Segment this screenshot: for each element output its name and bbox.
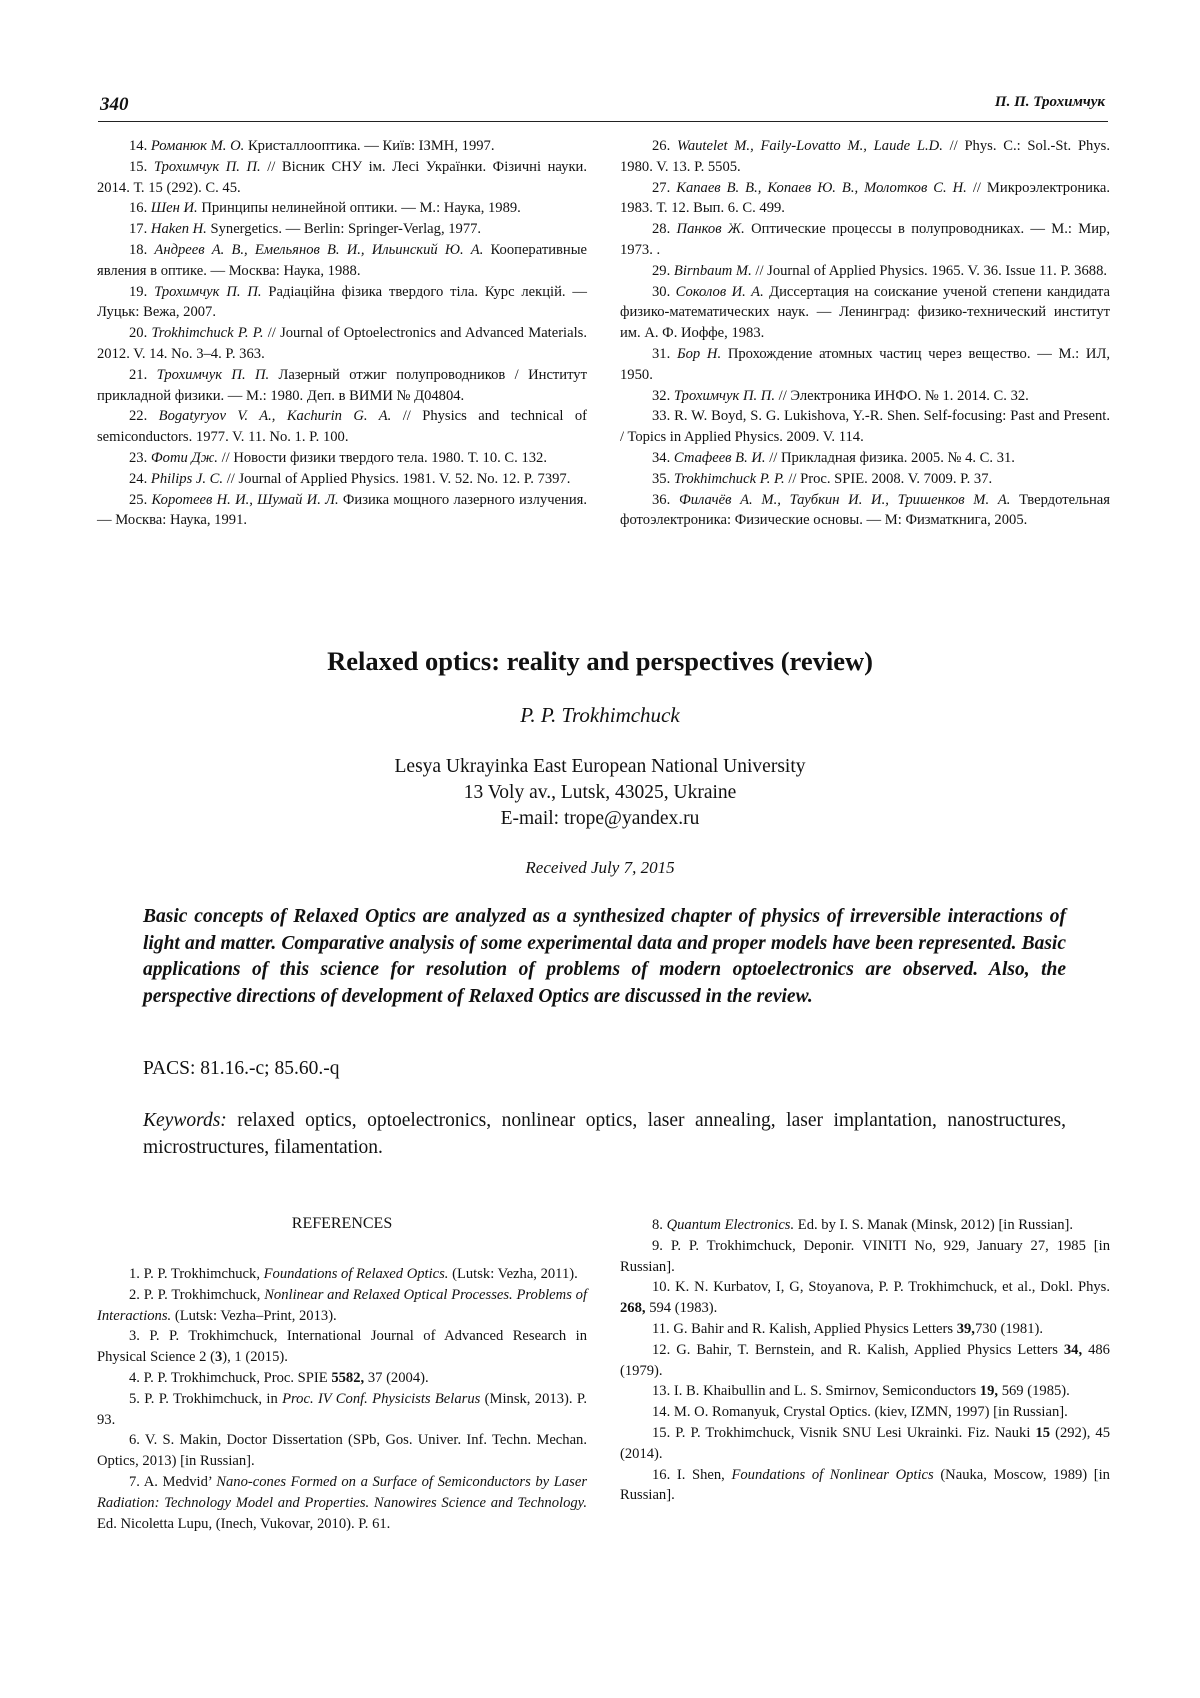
reference-item: 34. Стафеев В. И. // Прикладная физика. 2005. № 4. С. 31. [652,449,1015,466]
reference-item: 21. Трохимчук П. П. Лазерный отжиг полупроводников / Институт прикладной физики. — М.: 1980. Деп. в ВИМИ № Д04804. [97,366,587,404]
reference-item: 9. P. P. Trokhimchuck, Deponir. VINITI No, 929, January 27, 1985 [in Russian]. [620,1237,1110,1275]
article-author: P. P. Trokhimchuck [520,703,680,727]
reference-item: 28. Панков Ж. Оптические процессы в полупроводниках. — М.: Мир, 1973. . [620,221,1110,258]
reference-item: 14. M. O. Romanyuk, Crystal Optics. (kiev, IZMN, 1997) [in Russian]. [652,1404,1068,1421]
affiliation-email: E-mail: trope@yandex.ru [500,808,700,829]
reference-item: 5. P. P. Trokhimchuck, in Proc. IV Conf. Physicists Belarus (Minsk, 2013). P. 93. [97,1390,587,1428]
pacs-codes: PACS: 81.16.-c; 85.60.-q [143,1058,340,1079]
reference-item: 33. R. W. Boyd, S. G. Lukishova, Y.-R. Shen. Self-focusing: Past and Present. / Topics in Applied Physics. 2009. V. 114. [620,408,1110,446]
reference-item: 18. Андреев А. В., Емельянов В. И., Ильинский Ю. А. Кооперативные явления в оптике. — Москва: Наука, 1988. [97,241,587,279]
reference-item: 4. P. P. Trokhimchuck, Proc. SPIE 5582, 37 (2004). [129,1369,429,1386]
reference-item: 22. Bogatyryov V. A., Kachurin G. A. // Physics and technical of semiconductors. 1977. V. 11. No. 1. P. 100. [97,408,587,446]
top-right-references [620,136,1110,531]
abstract: Basic concepts of Relaxed Optics are analyzed as a synthesized chapter of physics of irreversible interactions of light and matter. Comparative analysis of some experimental data and proper models have been represented. Basic applications of this science for resolution of problems of modern optoelectronics are observed. Also, the perspective directions of development of Relaxed Optics are discussed in the review. [143,906,1066,1007]
affiliation-address: 13 Voly av., Lutsk, 43025, Ukraine [463,782,737,803]
running-header-author: П. П. Трохимчук [994,94,1105,110]
reference-item: 24. Philips J. C. // Journal of Applied Physics. 1981. V. 52. No. 12. P. 7397. [129,470,571,487]
reference-item: 11. G. Bahir and R. Kalish, Applied Physics Letters 39,730 (1981). [652,1320,1044,1337]
reference-item: 20. Trokhimchuck P. P. // Journal of Optoelectronics and Advanced Materials. 2012. V. 14. No. 3–4. P. 363. [97,325,587,362]
reference-item: 2. P. P. Trokhimchuck, Nonlinear and Relaxed Optical Processes. Problems of Interactions. (Lutsk: Vezha–Print, 2013). [97,1286,588,1324]
header-rule [98,121,1108,122]
reference-item: 19. Трохимчук П. П. Радіаційна фізика твердого тіла. Курс лекцій. — Луцьк: Вежа, 2007. [97,283,587,321]
reference-item: 35. Trokhimchuck P. P. // Proc. SPIE. 2008. V. 7009. P. 37. [652,470,993,487]
reference-item: 6. V. S. Makin, Doctor Dissertation (SPb, Gos. Univer. Inf. Techn. Mechan. Optics, 2013) [in Russian]. [97,1432,587,1470]
reference-item: 30. Соколов И. А. Диссертация на соискание ученой степени кандидата физико-математических наук. — Ленинград: физико-технический институт им. А. Ф. Иоффе, 1983. [620,283,1110,342]
reference-item: 14. Романюк М. О. Кристаллооптика. — Київ: ІЗМН, 1997. [129,138,495,154]
page-number: 340 [100,94,129,115]
keywords-label: Keywords: [143,1110,227,1131]
reference-item: 23. Фоти Дж. // Новости физики твердого тела. 1980. Т. 10. С. 132. [129,449,547,466]
reference-item: 32. Трохимчук П. П. // Электроника ИНФО. № 1. 2014. С. 32. [652,387,1029,404]
bottom-left-references [97,1264,587,1534]
reference-item: 3. P. P. Trokhimchuck, International Journal of Advanced Research in Physical Science 2 (3), 1 (2015). [97,1328,587,1366]
reference-item: 15. Трохимчук П. П. // Вісник СНУ ім. Лесі Українки. Фізичні науки. 2014. Т. 15 (292). С. 45. [97,158,587,196]
reference-item: 7. A. Medvid’ Nano-cones Formed on a Surface of Semiconductors by Laser Radiation: Technology Model and Properties. Nanowires Science and Technology. Ed. Nicoletta Lupu, (Inech, Vukovar, 2010). P. 61. [97,1473,587,1532]
reference-item: 16. I. Shen, Foundations of Nonlinear Optics (Nauka, Moscow, 1989) [in Russian]. [620,1466,1110,1504]
affiliation [0,754,1200,832]
reference-item: 17. Haken H. Synergetics. — Berlin: Springer-Verlag, 1977. [129,221,482,238]
keywords-text: relaxed optics, optoelectronics, nonlinear optics, laser annealing, laser implantation, nanostructures, microstructures, filamentation. [143,1110,1066,1158]
reference-item: 15. P. P. Trokhimchuck, Visnik SNU Lesi Ukrainki. Fiz. Nauki 15 (292), 45 (2014). [620,1424,1110,1462]
bottom-right-references [620,1215,1110,1506]
reference-item: 10. K. N. Kurbatov, I, G, Stoyanova, P. P. Trokhimchuck, et al., Dokl. Phys. 268, 594 (1983). [620,1279,1110,1317]
affiliation-university: Lesya Ukrayinka East European National University [394,756,806,777]
reference-item: 1. P. P. Trokhimchuck, Foundations of Relaxed Optics. (Lutsk: Vezha, 2011). [129,1266,578,1282]
keywords [143,1108,1066,1161]
reference-item: 27. Капаев В. В., Копаев Ю. В., Молотков С. Н. // Микроэлектроника. 1983. Т. 12. Вып. 6. С. 499. [620,179,1110,217]
reference-item: 36. Филачёв А. М., Таубкин И. И., Тришенков М. А. Твердотельная фотоэлектроника: Физические основы. — М: Физматкнига, 2005. [620,491,1111,529]
article-title: Relaxed optics: reality and perspectives (review) [327,646,873,676]
references-heading: REFERENCES [291,1215,393,1232]
reference-item: 29. Birnbaum M. // Journal of Applied Physics. 1965. V. 36. Issue 11. P. 3688. [652,262,1108,279]
reference-item: 31. Бор Н. Прохождение атомных частиц через вещество. — М.: ИЛ, 1950. [620,345,1110,383]
reference-item: 12. G. Bahir, T. Bernstein, and R. Kalish, Applied Physics Letters 34, 486 (1979). [620,1341,1110,1379]
top-left-references [97,136,587,531]
reference-item: 26. Wautelet M., Faily-Lovatto M., Laude L.D. // Phys. C.: Sol.-St. Phys. 1980. V. 13. P. 5505. [620,138,1110,175]
reference-item: 13. I. B. Khaibullin and L. S. Smirnov, Semiconductors 19, 569 (1985). [652,1383,1070,1400]
received-date: Received July 7, 2015 [525,858,675,877]
reference-item: 8. Quantum Electronics. Ed. by I. S. Manak (Minsk, 2012) [in Russian]. [652,1217,1074,1233]
reference-item: 16. Шен И. Принципы нелинейной оптики. — М.: Наука, 1989. [129,200,521,217]
reference-item: 25. Коротеев Н. И., Шумай И. Л. Физика мощного лазерного излучения. — Москва: Наука, 1991. [97,491,587,529]
